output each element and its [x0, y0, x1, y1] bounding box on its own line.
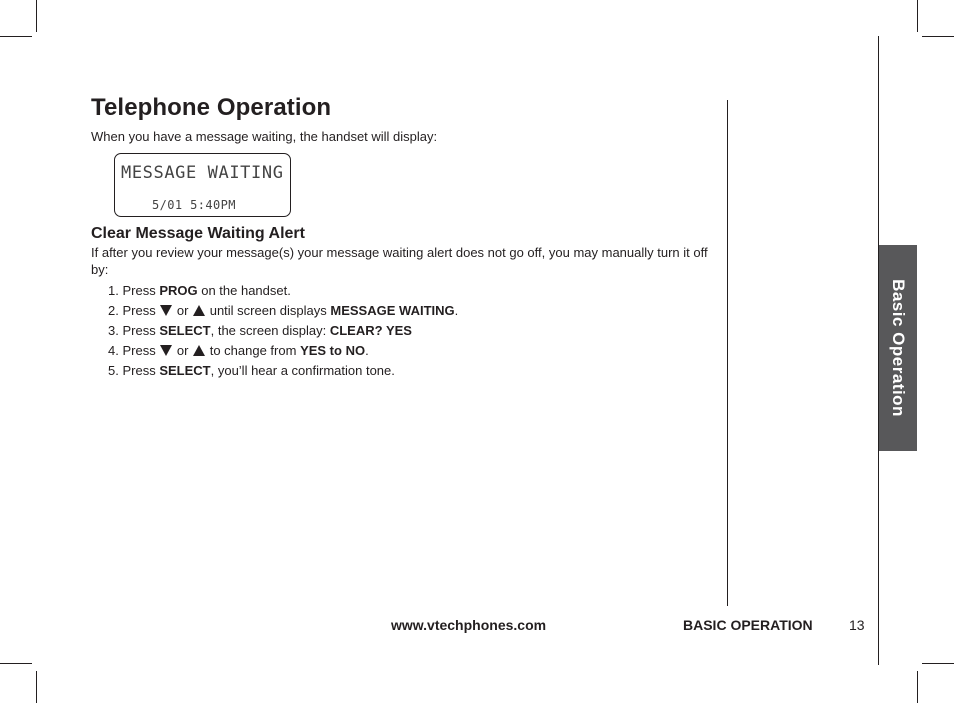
page-title: Telephone Operation — [91, 94, 332, 121]
step-item — [108, 302, 458, 322]
key-name: PROG — [159, 283, 198, 298]
display-line-1: MESSAGE WAITING — [121, 163, 284, 183]
option-text: YES to NO — [300, 343, 366, 358]
step-text: on the handset. — [197, 283, 291, 298]
step-text: Press — [122, 323, 160, 338]
screen-text: CLEAR? YES — [329, 323, 412, 338]
step-item — [108, 282, 458, 302]
step-text: until screen displays — [206, 303, 331, 318]
crop-mark — [917, 0, 918, 32]
page-number: 13 — [849, 617, 865, 633]
down-arrow-icon — [160, 345, 172, 356]
handset-display — [114, 153, 291, 217]
step-text: Press — [122, 343, 160, 358]
step-text: . — [365, 343, 369, 358]
crop-mark — [922, 663, 954, 664]
side-tab-label: Basic Operation — [889, 279, 908, 417]
intro-text: When you have a message waiting, the handset will display: — [91, 129, 438, 144]
step-text: Press — [122, 303, 160, 318]
step-text: . — [454, 303, 459, 318]
key-name: SELECT — [159, 323, 211, 338]
crop-mark — [36, 671, 37, 703]
step-text: to change from — [206, 343, 301, 358]
step-item — [108, 342, 458, 362]
section-body: If after you review your message(s) your message waiting alert does not go off, you may manually turn it off by: — [91, 245, 708, 277]
crop-mark — [917, 671, 918, 703]
down-arrow-icon — [160, 305, 172, 316]
step-text: , you’ll hear a confirmation tone. — [210, 363, 395, 378]
step-number: 5. — [108, 363, 119, 378]
footer-section-name: BASIC OPERATION — [683, 617, 813, 633]
step-text: or — [173, 343, 193, 358]
display-line-2: 5/01 5:40PM — [152, 198, 236, 212]
key-name: SELECT — [159, 363, 211, 378]
crop-mark — [0, 36, 32, 37]
step-number: 4. — [108, 343, 119, 358]
footer-url: www.vtechphones.com — [391, 617, 547, 633]
step-number: 3. — [108, 323, 119, 338]
step-text: , the screen display: — [210, 323, 330, 338]
crop-mark — [36, 0, 37, 32]
up-arrow-icon — [193, 345, 205, 356]
column-rule — [727, 100, 728, 606]
step-number: 1. — [108, 283, 119, 298]
step-item — [108, 362, 458, 382]
up-arrow-icon — [193, 305, 205, 316]
screen-text: MESSAGE WAITING — [330, 303, 455, 318]
crop-mark — [0, 663, 32, 664]
step-text: Press — [122, 283, 160, 298]
step-number: 2. — [108, 303, 119, 318]
section-heading: Clear Message Waiting Alert — [91, 225, 305, 242]
crop-mark — [922, 36, 954, 37]
step-text: or — [173, 303, 193, 318]
step-item — [108, 322, 458, 342]
step-text: Press — [122, 363, 160, 378]
steps-list — [108, 282, 458, 382]
section-side-tab — [879, 245, 917, 451]
